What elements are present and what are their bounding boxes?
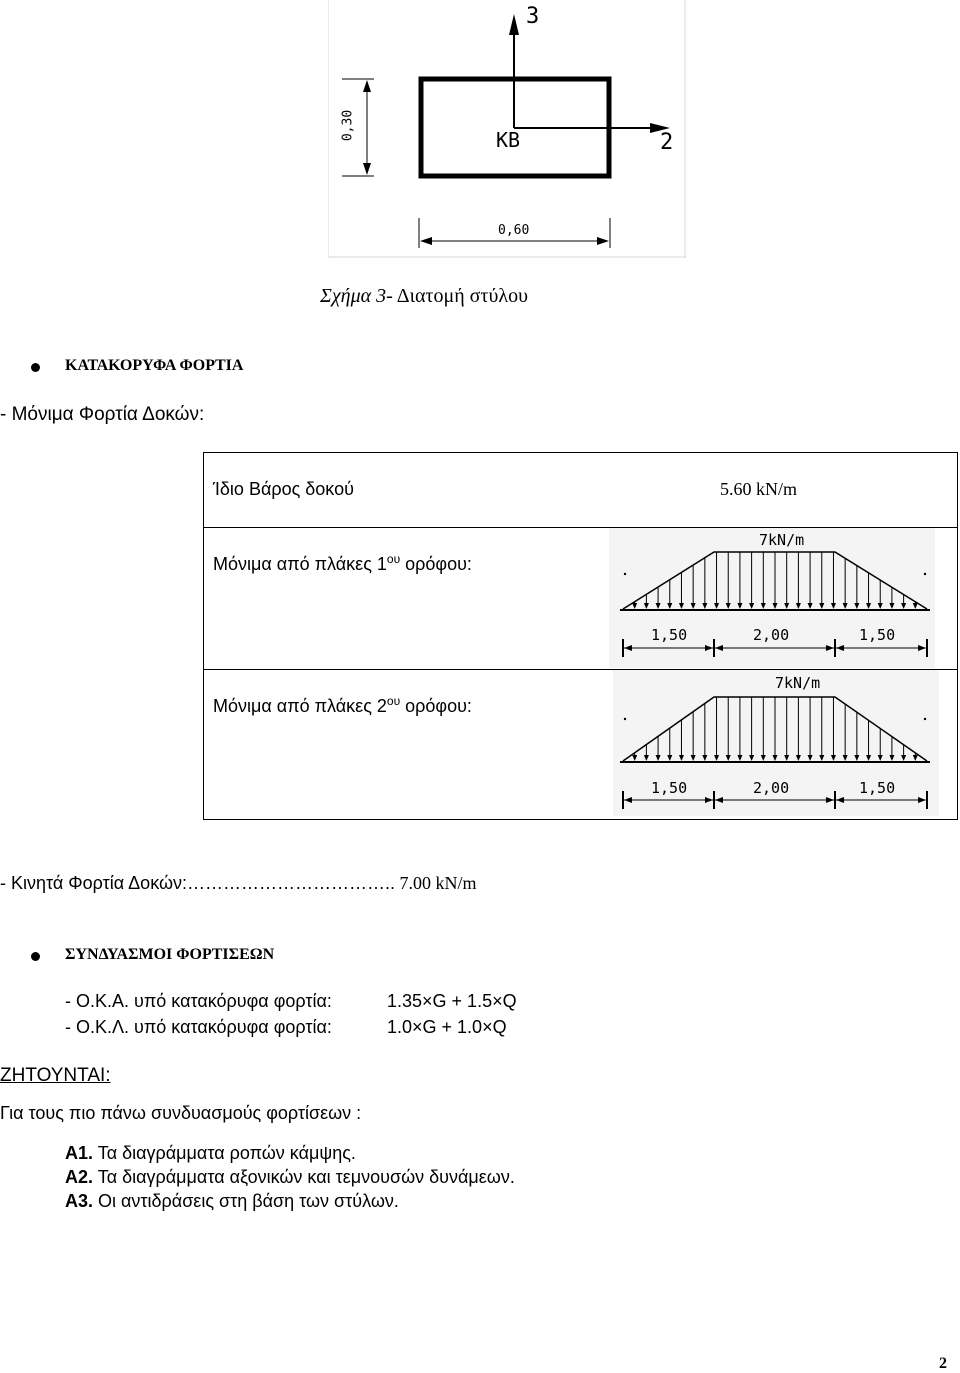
- height-dimension-label: 0,30: [340, 109, 356, 142]
- caption-text: - Διατομή στύλου: [386, 285, 528, 307]
- marker-dot: [924, 573, 926, 575]
- diagram-2-load-label: 7kN/m: [775, 674, 821, 692]
- live-loads-line: [0, 873, 477, 894]
- bullet-icon: [31, 952, 40, 961]
- self-weight-label: Ίδιο Βάρος δοκού: [213, 479, 354, 499]
- width-dimension-label: 0,60: [498, 223, 530, 238]
- marker-dot: [624, 718, 626, 720]
- diagram-2-segment-1: 1,50: [651, 779, 688, 797]
- vertical-loads-heading: ΚΑΤΑΚΟΡΥΦΑ ΦΟΡΤΙΑ: [65, 357, 244, 374]
- figure-caption: [320, 285, 528, 308]
- required-item-a1: Α1. Τα διαγράμματα ροπών κάμψης.: [65, 1143, 356, 1163]
- dead-loads-table: [203, 452, 958, 820]
- centroid-label: KB: [496, 128, 521, 152]
- marker-dot: [924, 718, 926, 720]
- floor-2-label: Μόνιμα από πλάκες $2^{o\upsilon}$ ορόφου:: [213, 694, 472, 716]
- page-number: 2: [939, 1355, 947, 1372]
- sls-formula: 1.0×G + 1.0×Q: [387, 1017, 507, 1037]
- diagram-1-segment-2: 2,00: [753, 626, 790, 644]
- diagram-1-segment-3: 1,50: [859, 626, 896, 644]
- live-loads-value: 7.00 kN/m: [395, 873, 477, 893]
- row-floor-1: [204, 528, 957, 669]
- load-combinations-heading: ΣΥΝΔΥΑΣΜΟΙ ΦΟΡΤΙΣΕΩΝ: [65, 946, 275, 963]
- required-item-a2: Α2. Τα διαγράμματα αξονικών και τεμνουσών δυνάμεων.: [65, 1167, 515, 1187]
- required-heading: ΖΗΤΟΥΝΤΑΙ:: [0, 1065, 111, 1086]
- live-loads-label: - Κινητά Φορτία Δοκών:……………………………..: [0, 873, 396, 893]
- axis-2-label: 2: [660, 130, 674, 155]
- trapezoid-load-diagram-1: [609, 528, 935, 668]
- trapezoid-load-diagram-2: [613, 670, 939, 816]
- self-weight-value: 5.60 kN/m: [720, 479, 798, 499]
- axis-3-label: 3: [526, 4, 540, 29]
- row-self-weight: [204, 453, 957, 527]
- sls-label: - Ο.Κ.Λ. υπό κατακόρυφα φορτία:: [65, 1017, 332, 1037]
- floor-1-label: Μόνιμα από πλάκες $1^{o\upsilon}$ ορόφου:: [213, 552, 472, 574]
- required-item-a3: Α3. Οι αντιδράσεις στη βάση των στύλων.: [65, 1191, 399, 1211]
- diagram-1-segment-1: 1,50: [651, 626, 688, 644]
- bullet-icon: [31, 363, 40, 372]
- uls-formula: 1.35×G + 1.5×Q: [387, 991, 517, 1011]
- cross-section-figure: [328, 0, 686, 260]
- diagram-2-segment-2: 2,00: [753, 779, 790, 797]
- diagram-2-segment-3: 1,50: [859, 779, 896, 797]
- dead-loads-title: - Μόνιμα Φορτία Δοκών:: [0, 404, 205, 425]
- required-intro: Για τους πιο πάνω συνδυασμούς φορτίσεων :: [0, 1103, 362, 1123]
- diagram-1-load-label: 7kN/m: [759, 531, 805, 549]
- marker-dot: [624, 573, 626, 575]
- uls-label: - Ο.Κ.Α. υπό κατακόρυφα φορτία:: [65, 991, 332, 1011]
- row-floor-2: [204, 670, 957, 820]
- caption-italic: Σχήμα 3: [320, 285, 387, 307]
